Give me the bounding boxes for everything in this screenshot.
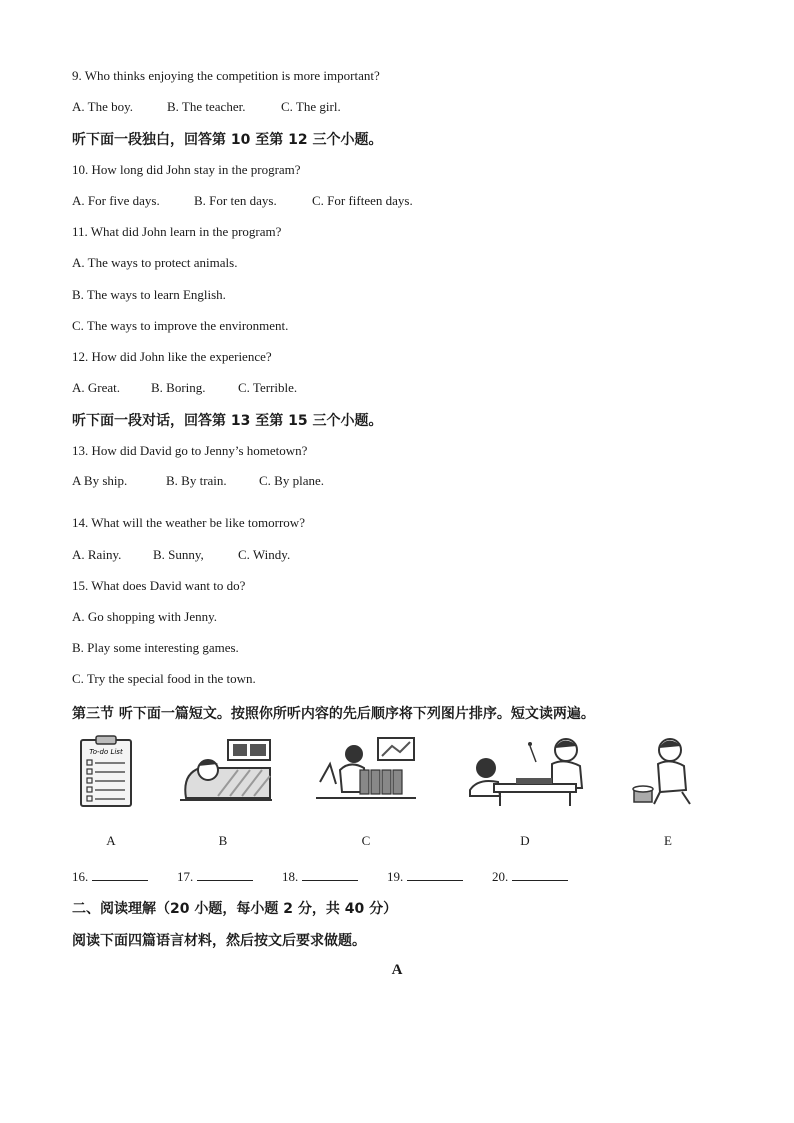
picture-label-a: A [106,833,116,848]
question-13: 13. How did David go to Jenny’s hometown? [72,443,308,458]
answer-blank-20[interactable]: 20. [492,868,568,885]
question-14-options [72,547,290,563]
option-c: C. By plane. [259,473,324,488]
answer-blank-16[interactable]: 16. [72,868,148,885]
picture-label-c: C [361,833,371,848]
answer-blank-18[interactable]: 18. [282,868,358,885]
option-b: B. By train. [166,473,227,488]
question-10-options [72,193,413,209]
question-15-option-a: A. Go shopping with Jenny. [72,609,218,624]
to-do-list-caption: To-do List [89,748,123,756]
option-c: C. For fifteen days. [312,193,413,208]
section-3-heading: 第三节 听下面一篇短文。按照你所听内容的先后顺序将下列图片排序。短文读两遍。 [72,706,595,722]
question-9: 9. Who thinks enjoying the competition is more important? [72,68,380,83]
option-c: C. Terrible. [238,380,298,395]
part-2-instruction: 阅读下面四篇语言材料，然后按文后要求做题。 [72,933,366,949]
question-15-option-c: C. Try the special food in the town. [72,671,256,686]
option-a: A. The boy. [72,99,134,114]
option-a: A. Rainy. [72,547,122,562]
section-heading-monologue: 听下面一段独白，回答第 10 至第 12 三个小题。 [72,132,383,148]
question-11: 11. What did John learn in the program? [72,224,282,239]
kids-at-table-picture [464,734,588,808]
question-14: 14. What will the weather be like tomorrow? [72,515,305,530]
picture-label-e: E [664,833,672,848]
answer-blank-19[interactable]: 19. [387,868,463,885]
student-at-desk-picture [316,734,416,808]
question-13-options [72,473,324,489]
option-b: B. The teacher. [167,99,246,114]
question-15-option-b: B. Play some interesting games. [72,640,239,655]
boy-sleeping-picture [178,734,274,808]
question-9-options [72,99,341,115]
question-11-option-a: A. The ways to protect animals. [72,255,238,270]
option-b: B. Sunny, [153,547,204,562]
passage-label: A [391,962,403,978]
answer-blank-17[interactable]: 17. [177,868,253,885]
option-b: B. Boring. [151,380,206,395]
option-c: C. Windy. [238,547,291,562]
part-2-title: 二、阅读理解（20 小题，每小题 2 分，共 40 分） [72,901,398,917]
option-a: A. Great. [72,380,121,395]
question-12: 12. How did John like the experience? [72,349,272,364]
to-do-list-picture [78,734,134,808]
section-heading-dialogue: 听下面一段对话，回答第 13 至第 15 三个小题。 [72,413,383,429]
question-11-option-c: C. The ways to improve the environment. [72,318,289,333]
boy-crouching-picture [630,734,700,808]
question-10: 10. How long did John stay in the program? [72,162,301,177]
picture-label-d: D [520,833,530,848]
option-a: A. For five days. [72,193,160,208]
question-12-options [72,380,297,396]
option-c: C. The girl. [281,99,341,114]
question-11-option-b: B. The ways to learn English. [72,287,226,302]
option-a: A By ship. [72,473,128,488]
question-15: 15. What does David want to do? [72,578,246,593]
option-b: B. For ten days. [194,193,277,208]
picture-label-b: B [218,833,228,848]
